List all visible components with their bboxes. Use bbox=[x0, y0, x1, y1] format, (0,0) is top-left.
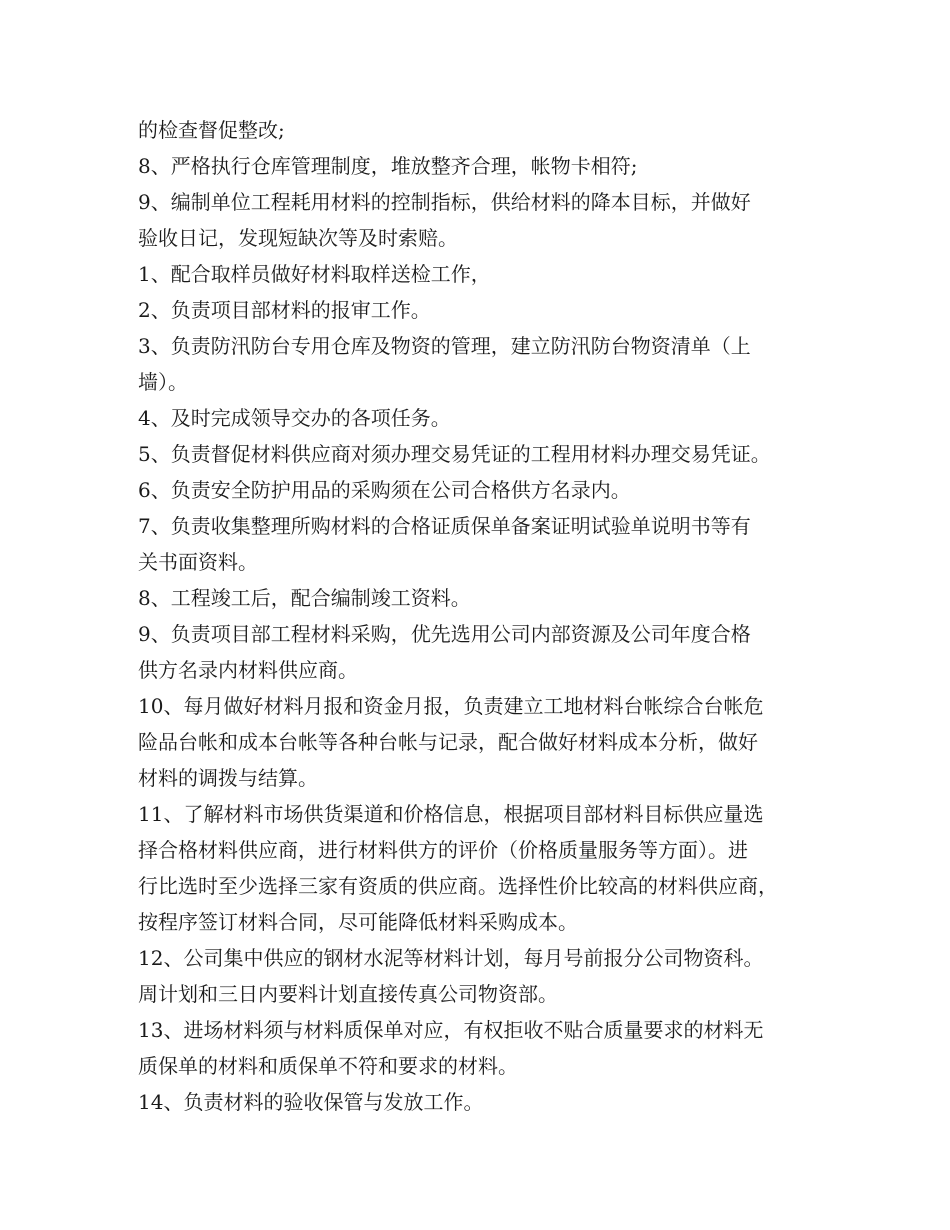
paragraph-5 bbox=[138, 292, 818, 328]
paragraph-line: 2、负责项目部材料的报审工作。 bbox=[138, 298, 431, 322]
paragraph-line: 11、了解材料市场供货渠道和价格信息，根据项目部材料目标供应量选 bbox=[138, 802, 764, 826]
paragraph-10 bbox=[138, 508, 818, 580]
paragraph-line: 9、负责项目部工程材料采购，优先选用公司内部资源及公司年度合格 bbox=[138, 622, 751, 646]
paragraph-line: 9、编制单位工程耗用材料的控制指标，供给材料的降本目标，并做好 bbox=[138, 190, 751, 214]
paragraph-line: 质保单的材料和质保单不符和要求的材料。 bbox=[138, 1054, 518, 1078]
paragraph-13 bbox=[138, 688, 818, 796]
paragraph-line: 验收日记，发现短缺次等及时索赔。 bbox=[138, 226, 458, 250]
paragraph-line: 周计划和三日内要料计划直接传真公司物资部。 bbox=[138, 982, 558, 1006]
paragraph-line: 5、负责督促材料供应商对须办理交易凭证的工程用材料办理交易凭证。 bbox=[138, 442, 771, 466]
paragraph-4 bbox=[138, 256, 818, 292]
paragraph-line: 8、工程竣工后，配合编制竣工资料。 bbox=[138, 586, 471, 610]
paragraph-line: 1、配合取样员做好材料取样送检工作， bbox=[138, 262, 491, 286]
paragraph-line: 3、负责防汛防台专用仓库及物资的管理，建立防汛防台物资清单（上 bbox=[138, 334, 751, 358]
paragraph-line: 7、负责收集整理所购材料的合格证质保单备案证明试验单说明书等有 bbox=[138, 514, 751, 538]
paragraph-2 bbox=[138, 148, 818, 184]
paragraph-line: 材料的调拨与结算。 bbox=[138, 766, 318, 790]
paragraph-16 bbox=[138, 1012, 818, 1084]
paragraph-line: 的检查督促整改; bbox=[138, 118, 285, 142]
paragraph-3 bbox=[138, 184, 818, 256]
paragraph-9 bbox=[138, 472, 818, 508]
paragraph-17 bbox=[138, 1084, 818, 1120]
paragraph-14 bbox=[138, 796, 818, 940]
paragraph-7 bbox=[138, 400, 818, 436]
paragraph-8 bbox=[138, 436, 818, 472]
paragraph-line: 12、公司集中供应的钢材水泥等材料计划，每月号前报分公司物资科。 bbox=[138, 946, 764, 970]
paragraph-line: 10、每月做好材料月报和资金月报，负责建立工地材料台帐综合台帐危 bbox=[138, 694, 764, 718]
paragraph-line: 关书面资料。 bbox=[138, 550, 258, 574]
paragraph-15 bbox=[138, 940, 818, 1012]
paragraph-line: 险品台帐和成本台帐等各种台帐与记录，配合做好材料成本分析，做好 bbox=[138, 730, 758, 754]
paragraph-line: 墙）。 bbox=[138, 370, 188, 394]
paragraph-line: 4、及时完成领导交办的各项任务。 bbox=[138, 406, 451, 430]
paragraph-12 bbox=[138, 616, 818, 688]
paragraph-11 bbox=[138, 580, 818, 616]
document-body bbox=[138, 112, 818, 1120]
paragraph-line: 按程序签订材料合同，尽可能降低材料采购成本。 bbox=[138, 910, 578, 934]
paragraph-line: 14、负责材料的验收保管与发放工作。 bbox=[138, 1090, 484, 1114]
paragraph-line: 13、进场材料须与材料质保单对应，有权拒收不贴合质量要求的材料无 bbox=[138, 1018, 764, 1042]
paragraph-1 bbox=[138, 112, 818, 148]
paragraph-line: 行比选时至少选择三家有资质的供应商。选择性价比较高的材料供应商， bbox=[138, 874, 778, 898]
paragraph-line: 供方名录内材料供应商。 bbox=[138, 658, 358, 682]
paragraph-line: 8、严格执行仓库管理制度，堆放整齐合理，帐物卡相符; bbox=[138, 154, 638, 178]
paragraph-line: 6、负责安全防护用品的采购须在公司合格供方名录内。 bbox=[138, 478, 631, 502]
paragraph-line: 择合格材料供应商，进行材料供方的评价（价格质量服务等方面）。进 bbox=[138, 838, 748, 862]
paragraph-6 bbox=[138, 328, 818, 400]
